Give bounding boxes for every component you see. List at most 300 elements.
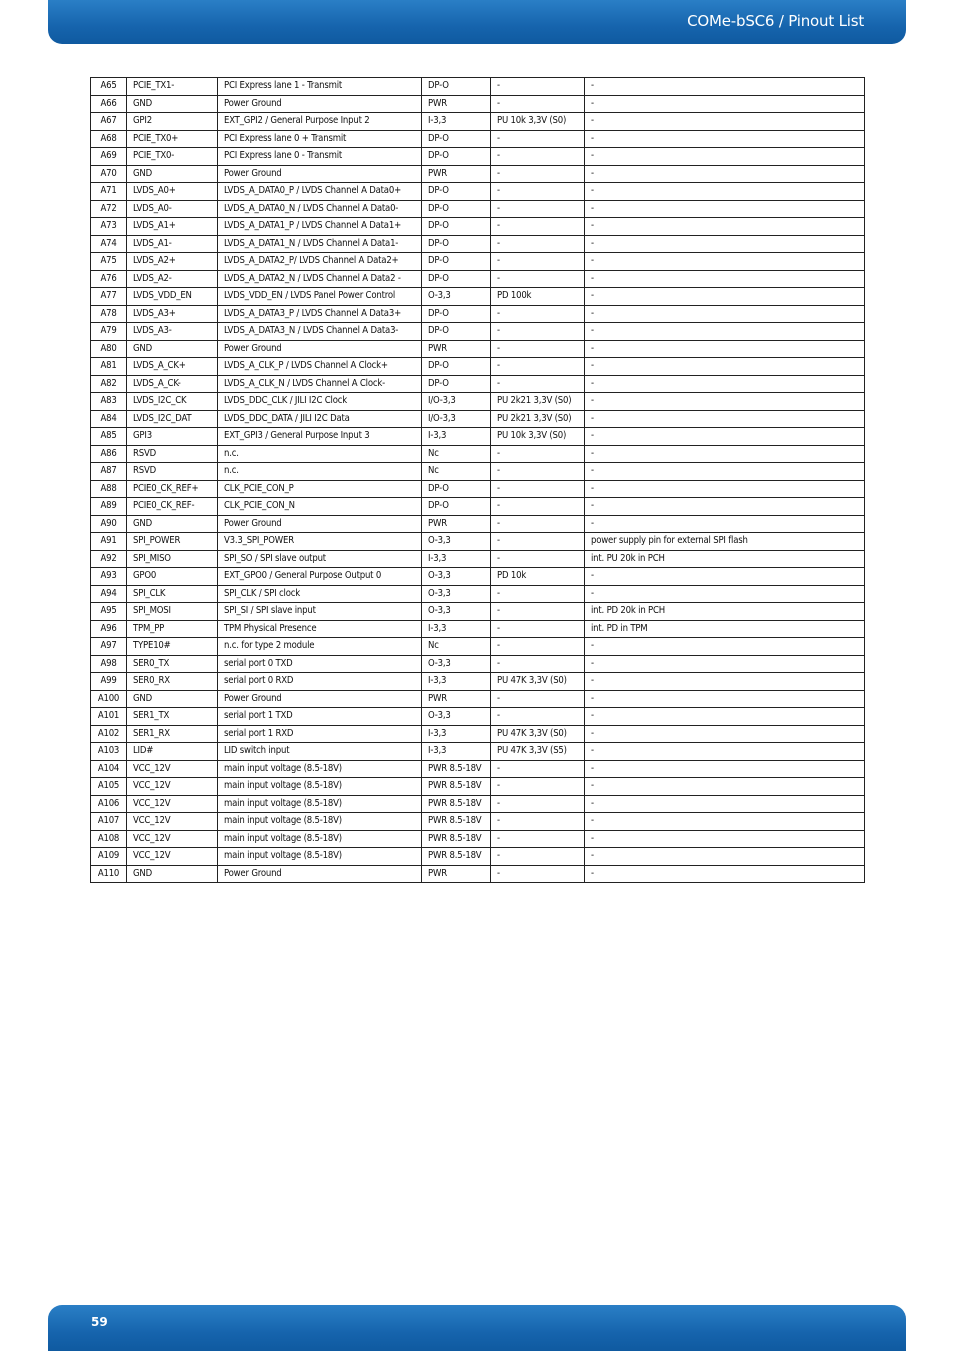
table-row <box>91 113 865 131</box>
pin-cell: A102 <box>91 725 127 743</box>
comment-cell: - <box>585 480 865 498</box>
termination-cell: - <box>491 795 585 813</box>
comment-cell: - <box>585 288 865 306</box>
pin-cell: A105 <box>91 778 127 796</box>
signal-cell: SPI_POWER <box>127 533 218 551</box>
comment-cell: - <box>585 165 865 183</box>
type-cell: PWR <box>422 865 491 883</box>
pin-cell: A110 <box>91 865 127 883</box>
signal-cell: GND <box>127 165 218 183</box>
description-cell: Power Ground <box>218 690 422 708</box>
signal-cell: LVDS_VDD_EN <box>127 288 218 306</box>
comment-cell: - <box>585 95 865 113</box>
signal-cell: GND <box>127 95 218 113</box>
pin-cell: A104 <box>91 760 127 778</box>
signal-cell: PCIE0_CK_REF- <box>127 498 218 516</box>
description-cell: EXT_GPO0 / General Purpose Output 0 <box>218 568 422 586</box>
table-row <box>91 358 865 376</box>
pin-cell: A87 <box>91 463 127 481</box>
table-row <box>91 130 865 148</box>
pin-cell: A108 <box>91 830 127 848</box>
description-cell: n.c. for type 2 module <box>218 638 422 656</box>
signal-cell: LVDS_A_CK+ <box>127 358 218 376</box>
pin-cell: A109 <box>91 848 127 866</box>
description-cell: main input voltage (8.5-18V) <box>218 830 422 848</box>
type-cell: O-3,3 <box>422 708 491 726</box>
signal-cell: LVDS_A_CK- <box>127 375 218 393</box>
type-cell: I-3,3 <box>422 673 491 691</box>
description-cell: LVDS_A_DATA2_N / LVDS Channel A Data2 - <box>218 270 422 288</box>
description-cell: SPI_SO / SPI slave output <box>218 550 422 568</box>
signal-cell: GND <box>127 865 218 883</box>
type-cell: I-3,3 <box>422 725 491 743</box>
description-cell: LVDS_VDD_EN / LVDS Panel Power Control <box>218 288 422 306</box>
type-cell: DP-O <box>422 130 491 148</box>
comment-cell: - <box>585 218 865 236</box>
type-cell: DP-O <box>422 375 491 393</box>
termination-cell: - <box>491 585 585 603</box>
termination-cell: - <box>491 620 585 638</box>
description-cell: main input voltage (8.5-18V) <box>218 760 422 778</box>
signal-cell: LVDS_A1- <box>127 235 218 253</box>
pin-cell: A77 <box>91 288 127 306</box>
termination-cell: - <box>491 638 585 656</box>
termination-cell: PU 47K 3,3V (S0) <box>491 673 585 691</box>
signal-cell: VCC_12V <box>127 795 218 813</box>
comment-cell: - <box>585 78 865 96</box>
type-cell: DP-O <box>422 480 491 498</box>
termination-cell: - <box>491 200 585 218</box>
pin-cell: A84 <box>91 410 127 428</box>
termination-cell: - <box>491 813 585 831</box>
comment-cell: - <box>585 515 865 533</box>
signal-cell: SER1_TX <box>127 708 218 726</box>
pin-cell: A71 <box>91 183 127 201</box>
termination-cell: PD 100k <box>491 288 585 306</box>
table-row <box>91 550 865 568</box>
signal-cell: LVDS_A3- <box>127 323 218 341</box>
pin-cell: A101 <box>91 708 127 726</box>
signal-cell: LVDS_I2C_DAT <box>127 410 218 428</box>
description-cell: LVDS_A_DATA0_P / LVDS Channel A Data0+ <box>218 183 422 201</box>
table-row <box>91 445 865 463</box>
termination-cell: - <box>491 253 585 271</box>
signal-cell: GPI3 <box>127 428 218 446</box>
signal-cell: GND <box>127 690 218 708</box>
type-cell: PWR <box>422 340 491 358</box>
termination-cell: - <box>491 270 585 288</box>
table-row <box>91 813 865 831</box>
table-row <box>91 393 865 411</box>
termination-cell: - <box>491 148 585 166</box>
comment-cell: - <box>585 690 865 708</box>
signal-cell: VCC_12V <box>127 848 218 866</box>
pin-cell: A88 <box>91 480 127 498</box>
table-row <box>91 568 865 586</box>
description-cell: LVDS_A_DATA2_P/ LVDS Channel A Data2+ <box>218 253 422 271</box>
comment-cell: - <box>585 743 865 761</box>
description-cell: PCI Express lane 1 - Transmit <box>218 78 422 96</box>
type-cell: I-3,3 <box>422 550 491 568</box>
type-cell: DP-O <box>422 235 491 253</box>
pin-cell: A95 <box>91 603 127 621</box>
signal-cell: LVDS_A0- <box>127 200 218 218</box>
comment-cell: - <box>585 358 865 376</box>
termination-cell: - <box>491 848 585 866</box>
termination-cell: - <box>491 445 585 463</box>
description-cell: PCI Express lane 0 - Transmit <box>218 148 422 166</box>
table-row <box>91 620 865 638</box>
termination-cell: - <box>491 830 585 848</box>
description-cell: main input voltage (8.5-18V) <box>218 778 422 796</box>
termination-cell: - <box>491 95 585 113</box>
type-cell: DP-O <box>422 323 491 341</box>
termination-cell: - <box>491 865 585 883</box>
table-row <box>91 498 865 516</box>
termination-cell: - <box>491 323 585 341</box>
signal-cell: RSVD <box>127 445 218 463</box>
pin-cell: A103 <box>91 743 127 761</box>
termination-cell: - <box>491 498 585 516</box>
termination-cell: - <box>491 515 585 533</box>
type-cell: I-3,3 <box>422 113 491 131</box>
description-cell: EXT_GPI3 / General Purpose Input 3 <box>218 428 422 446</box>
termination-cell: PU 2k21 3,3V (S0) <box>491 393 585 411</box>
pin-cell: A82 <box>91 375 127 393</box>
pin-cell: A90 <box>91 515 127 533</box>
pin-cell: A65 <box>91 78 127 96</box>
description-cell: EXT_GPI2 / General Purpose Input 2 <box>218 113 422 131</box>
type-cell: I-3,3 <box>422 743 491 761</box>
description-cell: serial port 0 TXD <box>218 655 422 673</box>
comment-cell: - <box>585 113 865 131</box>
pin-cell: A106 <box>91 795 127 813</box>
signal-cell: LID# <box>127 743 218 761</box>
description-cell: PCI Express lane 0 + Transmit <box>218 130 422 148</box>
signal-cell: VCC_12V <box>127 813 218 831</box>
pin-cell: A74 <box>91 235 127 253</box>
description-cell: V3.3_SPI_POWER <box>218 533 422 551</box>
type-cell: PWR 8.5-18V <box>422 760 491 778</box>
pin-cell: A92 <box>91 550 127 568</box>
comment-cell: - <box>585 340 865 358</box>
pin-cell: A79 <box>91 323 127 341</box>
table-row <box>91 253 865 271</box>
comment-cell: - <box>585 130 865 148</box>
type-cell: PWR <box>422 515 491 533</box>
comment-cell: int. PU 20k in PCH <box>585 550 865 568</box>
table-row <box>91 95 865 113</box>
type-cell: PWR 8.5-18V <box>422 848 491 866</box>
description-cell: LVDS_DDC_CLK / JILI I2C Clock <box>218 393 422 411</box>
page-header <box>48 0 906 44</box>
signal-cell: LVDS_A2- <box>127 270 218 288</box>
termination-cell: PU 2k21 3,3V (S0) <box>491 410 585 428</box>
pin-cell: A96 <box>91 620 127 638</box>
type-cell: I-3,3 <box>422 620 491 638</box>
termination-cell: PU 47K 3,3V (S5) <box>491 743 585 761</box>
table-row <box>91 725 865 743</box>
comment-cell: - <box>585 323 865 341</box>
table-row <box>91 235 865 253</box>
pin-cell: A93 <box>91 568 127 586</box>
description-cell: LVDS_A_DATA1_N / LVDS Channel A Data1- <box>218 235 422 253</box>
page-number: 59 <box>91 1315 108 1329</box>
comment-cell: - <box>585 655 865 673</box>
comment-cell: - <box>585 305 865 323</box>
type-cell: DP-O <box>422 200 491 218</box>
table-row <box>91 655 865 673</box>
table-row <box>91 410 865 428</box>
pin-cell: A66 <box>91 95 127 113</box>
table-row <box>91 585 865 603</box>
comment-cell: - <box>585 848 865 866</box>
pin-cell: A86 <box>91 445 127 463</box>
comment-cell: int. PD in TPM <box>585 620 865 638</box>
description-cell: Power Ground <box>218 515 422 533</box>
termination-cell: - <box>491 165 585 183</box>
pin-cell: A99 <box>91 673 127 691</box>
table-row <box>91 200 865 218</box>
comment-cell: - <box>585 725 865 743</box>
signal-cell: LVDS_A0+ <box>127 183 218 201</box>
pin-cell: A89 <box>91 498 127 516</box>
table-row <box>91 690 865 708</box>
table-row <box>91 603 865 621</box>
termination-cell: - <box>491 305 585 323</box>
description-cell: n.c. <box>218 463 422 481</box>
pin-cell: A107 <box>91 813 127 831</box>
termination-cell: - <box>491 463 585 481</box>
pinout-table-body <box>91 78 865 883</box>
document-title: COMe-bSC6 / Pinout List <box>687 12 864 30</box>
comment-cell: - <box>585 410 865 428</box>
signal-cell: LVDS_I2C_CK <box>127 393 218 411</box>
table-row <box>91 375 865 393</box>
type-cell: DP-O <box>422 78 491 96</box>
table-row <box>91 183 865 201</box>
termination-cell: - <box>491 130 585 148</box>
comment-cell: - <box>585 235 865 253</box>
signal-cell: VCC_12V <box>127 830 218 848</box>
termination-cell: - <box>491 603 585 621</box>
description-cell: LVDS_A_DATA1_P / LVDS Channel A Data1+ <box>218 218 422 236</box>
comment-cell: power supply pin for external SPI flash <box>585 533 865 551</box>
table-row <box>91 848 865 866</box>
description-cell: n.c. <box>218 445 422 463</box>
comment-cell: - <box>585 638 865 656</box>
description-cell: main input voltage (8.5-18V) <box>218 813 422 831</box>
description-cell: LVDS_A_CLK_N / LVDS Channel A Clock- <box>218 375 422 393</box>
description-cell: CLK_PCIE_CON_P <box>218 480 422 498</box>
table-row <box>91 218 865 236</box>
pinout-table <box>90 77 865 883</box>
table-row <box>91 428 865 446</box>
page-footer <box>48 1305 906 1351</box>
comment-cell: - <box>585 393 865 411</box>
comment-cell: - <box>585 865 865 883</box>
signal-cell: GND <box>127 515 218 533</box>
termination-cell: PU 10k 3,3V (S0) <box>491 113 585 131</box>
pin-cell: A94 <box>91 585 127 603</box>
termination-cell: - <box>491 655 585 673</box>
table-row <box>91 760 865 778</box>
description-cell: CLK_PCIE_CON_N <box>218 498 422 516</box>
description-cell: main input voltage (8.5-18V) <box>218 848 422 866</box>
type-cell: PWR 8.5-18V <box>422 795 491 813</box>
description-cell: LID switch input <box>218 743 422 761</box>
type-cell: PWR 8.5-18V <box>422 830 491 848</box>
description-cell: Power Ground <box>218 340 422 358</box>
table-row <box>91 340 865 358</box>
pin-cell: A76 <box>91 270 127 288</box>
comment-cell: - <box>585 673 865 691</box>
pin-cell: A91 <box>91 533 127 551</box>
comment-cell: - <box>585 445 865 463</box>
description-cell: SPI_CLK / SPI clock <box>218 585 422 603</box>
pin-cell: A78 <box>91 305 127 323</box>
type-cell: O-3,3 <box>422 533 491 551</box>
description-cell: serial port 1 RXD <box>218 725 422 743</box>
signal-cell: PCIE_TX0- <box>127 148 218 166</box>
type-cell: I-3,3 <box>422 428 491 446</box>
table-row <box>91 480 865 498</box>
termination-cell: - <box>491 690 585 708</box>
description-cell: serial port 0 RXD <box>218 673 422 691</box>
comment-cell: int. PD 20k in PCH <box>585 603 865 621</box>
signal-cell: LVDS_A3+ <box>127 305 218 323</box>
type-cell: I/O-3,3 <box>422 393 491 411</box>
signal-cell: PCIE0_CK_REF+ <box>127 480 218 498</box>
comment-cell: - <box>585 760 865 778</box>
termination-cell: - <box>491 760 585 778</box>
termination-cell: - <box>491 533 585 551</box>
signal-cell: SPI_CLK <box>127 585 218 603</box>
comment-cell: - <box>585 568 865 586</box>
pin-cell: A75 <box>91 253 127 271</box>
table-row <box>91 533 865 551</box>
comment-cell: - <box>585 498 865 516</box>
description-cell: SPI_SI / SPI slave input <box>218 603 422 621</box>
type-cell: DP-O <box>422 305 491 323</box>
comment-cell: - <box>585 585 865 603</box>
signal-cell: GPI2 <box>127 113 218 131</box>
type-cell: PWR <box>422 690 491 708</box>
pin-cell: A68 <box>91 130 127 148</box>
comment-cell: - <box>585 813 865 831</box>
comment-cell: - <box>585 795 865 813</box>
description-cell: LVDS_A_DATA3_P / LVDS Channel A Data3+ <box>218 305 422 323</box>
type-cell: PWR <box>422 165 491 183</box>
type-cell: I/O-3,3 <box>422 410 491 428</box>
type-cell: O-3,3 <box>422 288 491 306</box>
table-row <box>91 515 865 533</box>
signal-cell: SPI_MISO <box>127 550 218 568</box>
comment-cell: - <box>585 778 865 796</box>
type-cell: PWR <box>422 95 491 113</box>
signal-cell: LVDS_A1+ <box>127 218 218 236</box>
pin-cell: A97 <box>91 638 127 656</box>
type-cell: O-3,3 <box>422 603 491 621</box>
termination-cell: - <box>491 480 585 498</box>
description-cell: LVDS_DDC_DATA / JILI I2C Data <box>218 410 422 428</box>
type-cell: O-3,3 <box>422 568 491 586</box>
table-row <box>91 865 865 883</box>
termination-cell: PU 47K 3,3V (S0) <box>491 725 585 743</box>
table-row <box>91 673 865 691</box>
description-cell: TPM Physical Presence <box>218 620 422 638</box>
signal-cell: LVDS_A2+ <box>127 253 218 271</box>
type-cell: DP-O <box>422 498 491 516</box>
pin-cell: A67 <box>91 113 127 131</box>
signal-cell: GPO0 <box>127 568 218 586</box>
table-row <box>91 463 865 481</box>
type-cell: PWR 8.5-18V <box>422 813 491 831</box>
comment-cell: - <box>585 708 865 726</box>
signal-cell: GND <box>127 340 218 358</box>
type-cell: DP-O <box>422 270 491 288</box>
comment-cell: - <box>585 253 865 271</box>
type-cell: Nc <box>422 638 491 656</box>
type-cell: Nc <box>422 445 491 463</box>
termination-cell: - <box>491 375 585 393</box>
type-cell: DP-O <box>422 218 491 236</box>
comment-cell: - <box>585 375 865 393</box>
comment-cell: - <box>585 463 865 481</box>
signal-cell: SER0_TX <box>127 655 218 673</box>
pin-cell: A80 <box>91 340 127 358</box>
comment-cell: - <box>585 183 865 201</box>
table-row <box>91 638 865 656</box>
termination-cell: - <box>491 340 585 358</box>
table-row <box>91 288 865 306</box>
pin-cell: A73 <box>91 218 127 236</box>
pin-cell: A98 <box>91 655 127 673</box>
termination-cell: - <box>491 778 585 796</box>
pin-cell: A100 <box>91 690 127 708</box>
type-cell: DP-O <box>422 358 491 376</box>
type-cell: DP-O <box>422 148 491 166</box>
signal-cell: PCIE_TX0+ <box>127 130 218 148</box>
comment-cell: - <box>585 148 865 166</box>
termination-cell: PU 10k 3,3V (S0) <box>491 428 585 446</box>
signal-cell: PCIE_TX1- <box>127 78 218 96</box>
signal-cell: VCC_12V <box>127 778 218 796</box>
comment-cell: - <box>585 830 865 848</box>
table-row <box>91 795 865 813</box>
description-cell: Power Ground <box>218 865 422 883</box>
pin-cell: A70 <box>91 165 127 183</box>
type-cell: O-3,3 <box>422 585 491 603</box>
table-row <box>91 270 865 288</box>
table-row <box>91 323 865 341</box>
termination-cell: - <box>491 708 585 726</box>
table-row <box>91 78 865 96</box>
termination-cell: - <box>491 358 585 376</box>
table-row <box>91 305 865 323</box>
comment-cell: - <box>585 200 865 218</box>
termination-cell: - <box>491 235 585 253</box>
table-row <box>91 165 865 183</box>
type-cell: O-3,3 <box>422 655 491 673</box>
signal-cell: TPM_PP <box>127 620 218 638</box>
termination-cell: - <box>491 218 585 236</box>
pin-cell: A83 <box>91 393 127 411</box>
table-row <box>91 148 865 166</box>
description-cell: LVDS_A_CLK_P / LVDS Channel A Clock+ <box>218 358 422 376</box>
description-cell: LVDS_A_DATA0_N / LVDS Channel A Data0- <box>218 200 422 218</box>
termination-cell: PD 10k <box>491 568 585 586</box>
